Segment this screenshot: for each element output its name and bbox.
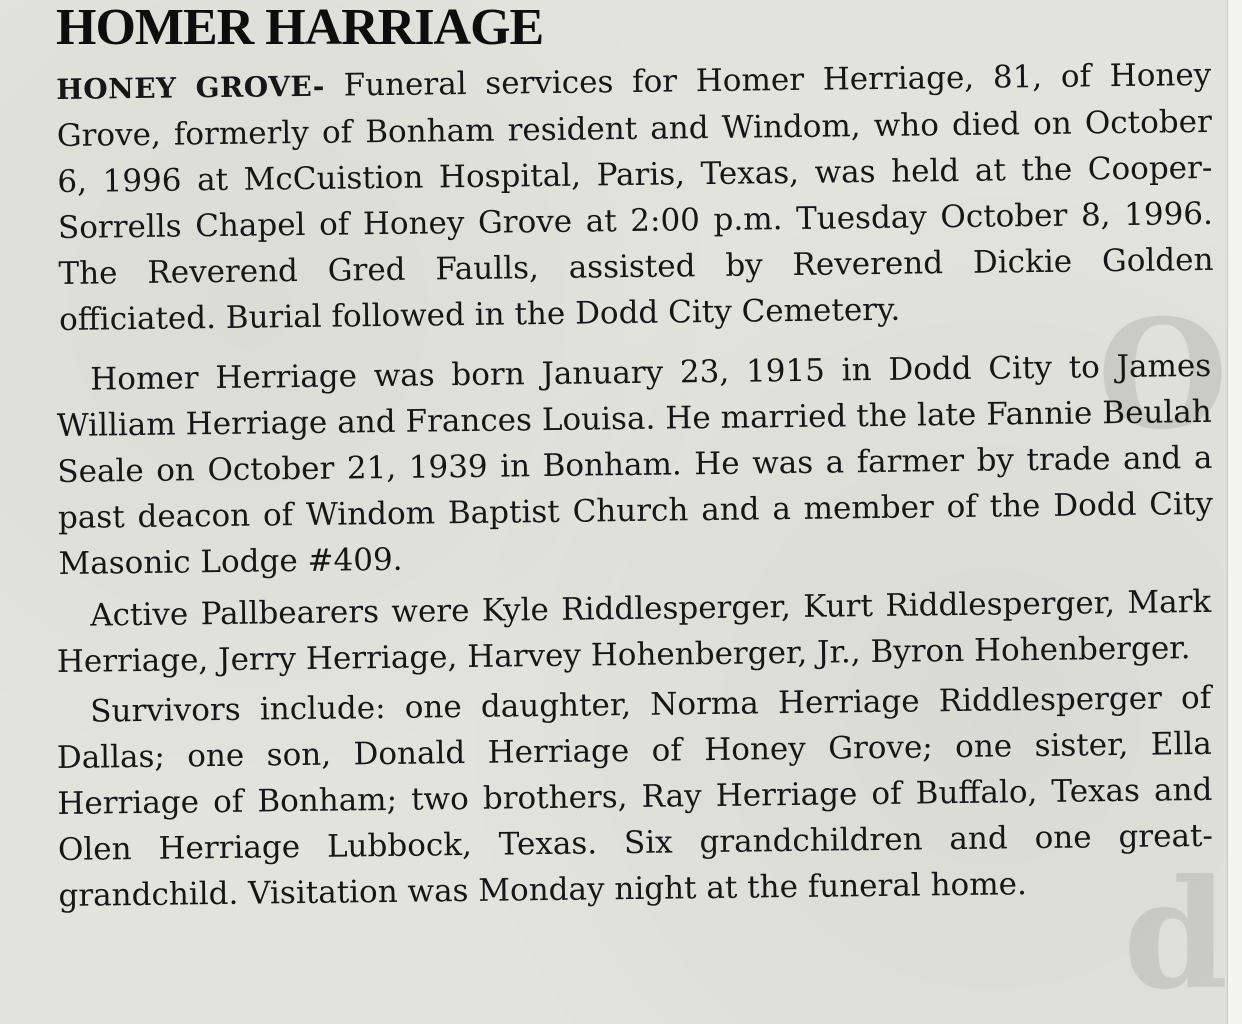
pallbearers-text: Active Pallbearers were Kyle Riddlesperger, Kurt Riddlesperger, Mark Herriage, Jerry Herriage, Harvey Hohenberger, Jr., Byron Hohenberger. [56,583,1212,680]
bleed-through-print-lower: d [1123,847,1228,1023]
clipping-edge [1227,0,1242,1024]
obituary-paragraph-3 [56,579,1212,685]
obituary-paragraph-1 [56,52,1214,343]
funeral-services-text: Funeral services for Homer Herriage, 81, of Honey Grove, formerly of Bonham resident and Windom, who died on October 6, 1996 at McCuistion Hospital, Paris, Texas, was held at the Cooper-Sorrells Chapel of Honey Grove at 2:00 p.m. Tuesday October 8, 1996. The Reverend Gred Faulls, assisted by Reverend Dickie Golden officiated. Burial followed in the Dodd City Cemetery. [56,56,1214,338]
obituary-paragraph-2 [56,343,1214,587]
obituary-paragraph-4 [56,675,1214,919]
biography-text: Homer Herriage was born January 23, 1915 in Dodd City to James William Herriage and Frances Louisa. He married the late Fannie Beulah Seale on October 21, 1939 in Bonham. He was a farmer by trade and a past deacon of Windom Baptist Church and a member of the Dodd City Masonic Lodge #409. [56,347,1214,582]
dateline: HONEY GROVE- [56,69,326,106]
obituary-headline: HOMER HARRIAGE [56,0,544,56]
bleed-through-print: O [1097,287,1228,463]
obituary-article [56,0,1214,919]
survivors-text: Survivors include: one daughter, Norma Herriage Riddlesperger of Dallas; one son, Donald Herriage of Honey Grove; one sister, Ella Herriage of Bonham; two brothers, Ray Herriage of Buffalo, Texas and Olen Herriage Lubbock, Texas. Six grandchildren and one great-grandchild. Visitation was Monday night at the funeral home. [56,679,1214,914]
